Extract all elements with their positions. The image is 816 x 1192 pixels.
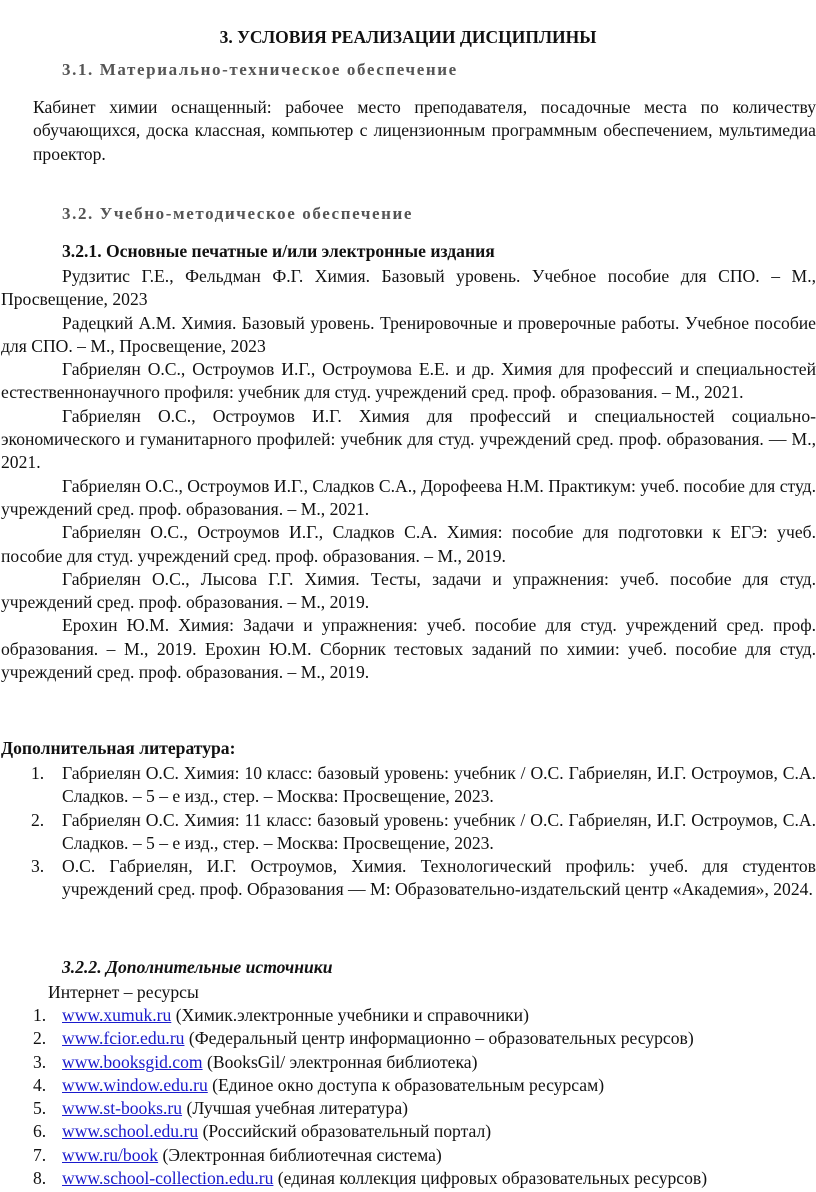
literature-item: Габриелян О.С., Лысова Г.Г. Химия. Тесты, задачи и упражнения: учеб. пособие для студ. учреждений сред. проф. образования. – М., 2019. xyxy=(1,568,816,613)
literature-item: Габриелян О.С., Остроумов И.Г. Химия для профессий и специальностей социально-экономического и гуманитарного профилей: учебник для студ. учреждений сред. проф. образования. — М., 2021. xyxy=(1,405,816,473)
resource-link[interactable]: www.fcior.edu.ru xyxy=(62,1028,185,1049)
literature-item: Габриелян О.С., Остроумов И.Г., Остроумова Е.Е. и др. Химия для профессий и специальностей естественнонаучного профиля: учебник для студ. учреждений сред. проф. образования. – М., 2021. xyxy=(1,359,816,403)
list-item xyxy=(0,1027,816,1050)
list-item-number: 2. xyxy=(31,809,45,830)
section-3-1-heading: 3.1. Материально-техническое обеспечение xyxy=(62,60,458,79)
main-literature-list xyxy=(1,265,816,684)
additional-literature-list xyxy=(0,762,816,902)
list-item xyxy=(0,1120,816,1143)
list-item-number: 8. xyxy=(33,1168,47,1189)
list-item xyxy=(0,809,816,856)
resource-description: (Российский образовательный портал) xyxy=(198,1121,492,1142)
resource-description: (Федеральный центр информационно – образовательных ресурсов) xyxy=(184,1028,694,1049)
list-item xyxy=(0,1144,816,1167)
literature-item: Рудзитис Г.Е., Фельдман Ф.Г. Химия. Базовый уровень. Учебное пособие для СПО. – М., Просвещение, 2023 xyxy=(1,266,816,310)
list-item-text: Габриелян О.С. Химия: 11 класс: базовый уровень: учебник / О.С. Габриелян, И.Г. Остроумов, С.А. Сладков. – 5 – е изд., стер. – Москва: Просвещение, 2023. xyxy=(62,809,816,853)
list-item-number: 7. xyxy=(33,1144,47,1165)
list-item-number: 2. xyxy=(33,1028,47,1049)
resource-description: (единая коллекция цифровых образовательных ресурсов) xyxy=(273,1168,708,1189)
list-item-number: 1. xyxy=(31,763,45,783)
list-item-number: 4. xyxy=(33,1074,47,1095)
list-item-number: 5. xyxy=(33,1098,47,1119)
literature-item: Радецкий А.М. Химия. Базовый уровень. Тренировочные и проверочные работы. Учебное пособие для СПО. – М., Просвещение, 2023 xyxy=(1,312,816,356)
resource-link[interactable]: www.school.edu.ru xyxy=(62,1121,199,1142)
list-item xyxy=(0,1097,816,1120)
list-item-number: 6. xyxy=(33,1121,47,1142)
resource-description: (Химик.электронные учебники и справочники) xyxy=(171,1005,529,1025)
list-item-number: 3. xyxy=(31,856,45,877)
resource-description: (Единое окно доступа к образовательным ресурсам) xyxy=(207,1074,605,1095)
resource-link[interactable]: www.st-books.ru xyxy=(62,1098,183,1119)
literature-item: Ерохин Ю.М. Химия: Задачи и упражнения: учеб. пособие для студ. учреждений сред. проф. образования. – М., 2019. Ерохин Ю.М. Сборник тестовых заданий по химии: учеб. пособие для студ. учреждений сред. проф. образования. – М., 2019. xyxy=(1,615,816,683)
resource-link[interactable]: www.ru/book xyxy=(62,1144,159,1165)
list-item xyxy=(0,1004,816,1027)
internet-resources-label: Интернет – ресурсы xyxy=(48,982,199,1002)
list-item-number: 3. xyxy=(33,1051,47,1072)
resource-link[interactable]: www.window.edu.ru xyxy=(62,1074,208,1095)
list-item xyxy=(0,1051,816,1074)
additional-literature-heading: Дополнительная литература: xyxy=(1,738,236,758)
resource-description: (Лучшая учебная литература) xyxy=(182,1098,408,1119)
section-3-2-1-heading: 3.2.1. Основные печатные и/или электронные издания xyxy=(62,241,495,261)
literature-item: Габриелян О.С., Остроумов И.Г., Сладков С.А. Химия: пособие для подготовки к ЕГЭ: учеб. пособие для студ. учреждений сред. проф. образования. – М., 2019. xyxy=(1,522,816,566)
list-item xyxy=(0,1167,816,1190)
resource-link[interactable]: www.school-collection.edu.ru xyxy=(62,1168,274,1189)
section-3-2-heading: 3.2. Учебно-методическое обеспечение xyxy=(62,204,414,223)
list-item-number: 1. xyxy=(33,1005,47,1025)
literature-item: Габриелян О.С., Остроумов И.Г., Сладков С.А., Дорофеева Н.М. Практикум: учеб. пособие для студ. учреждений сред. проф. образования. – М., 2021. xyxy=(1,475,816,519)
section-3-1-text: Кабинет химии оснащенный: рабочее место преподавателя, посадочные места по количеству обучающихся, доска классная, компьютер с лицензионным программным обеспечением, мультимедиа проектор. xyxy=(33,97,816,164)
resource-link[interactable]: www.booksgid.com xyxy=(62,1051,203,1072)
list-item-text: Габриелян О.С. Химия: 10 класс: базовый уровень: учебник / О.С. Габриелян, И.Г. Остроумов, С.А. Сладков. – 5 – е изд., стер. – Москва: Просвещение, 2023. xyxy=(62,763,816,807)
resource-description: (Электронная библиотечная система) xyxy=(158,1144,442,1165)
list-item xyxy=(0,855,816,902)
resource-link[interactable]: www.xumuk.ru xyxy=(62,1005,172,1025)
resource-description: (BooksGil/ электронная библиотека) xyxy=(202,1051,478,1072)
page-title: 3. УСЛОВИЯ РЕАЛИЗАЦИИ ДИСЦИПЛИНЫ xyxy=(219,27,597,47)
list-item-text: О.С. Габриелян, И.Г. Остроумов, Химия. Технологический профиль: учеб. для студентов учреждений сред. проф. Образования — М: Образовательно-издательский центр «Академия», 2024. xyxy=(62,856,816,900)
list-item xyxy=(0,1074,816,1097)
section-3-2-2-heading: 3.2.2. Дополнительные источники xyxy=(62,957,333,977)
internet-resources-list xyxy=(0,1004,816,1190)
list-item xyxy=(0,762,816,809)
